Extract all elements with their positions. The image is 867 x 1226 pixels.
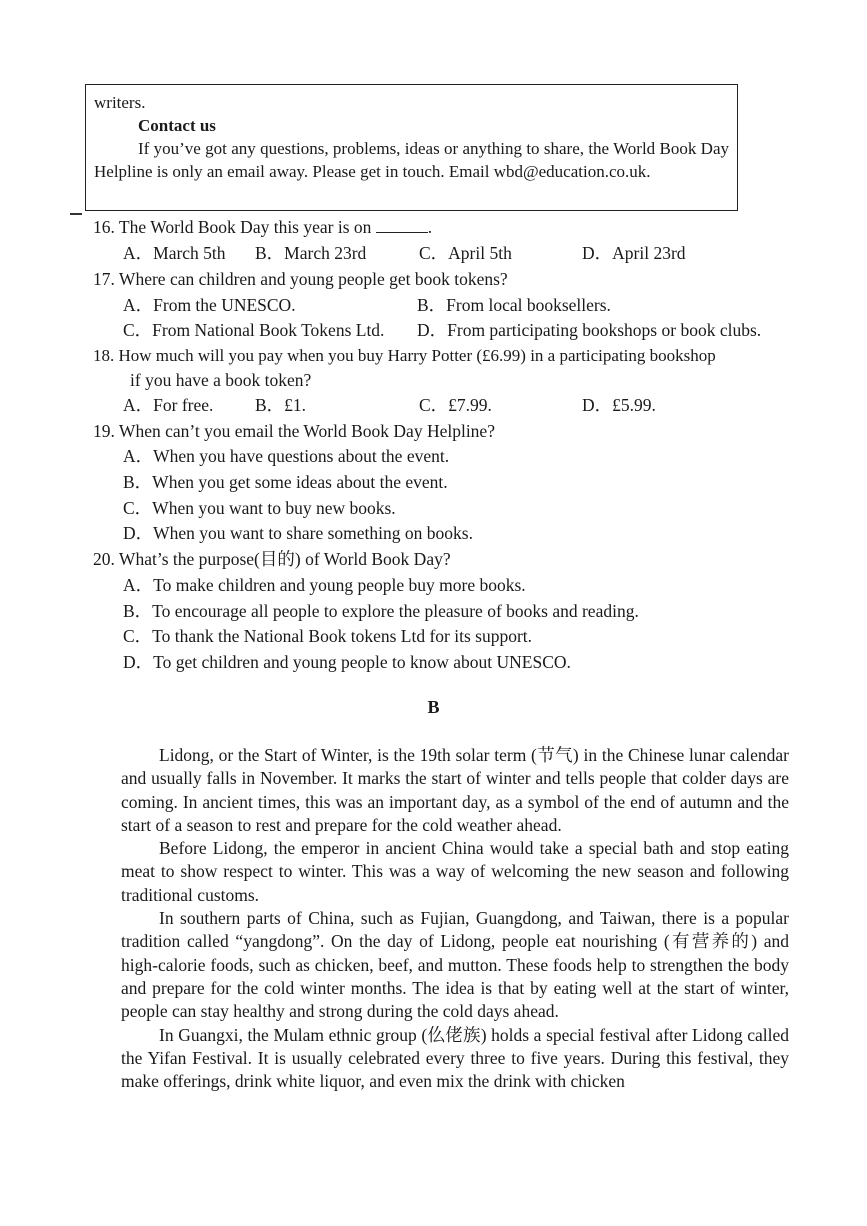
option-d: D．To get children and young people to know about UNESCO. (123, 652, 571, 672)
option-a: A．When you have questions about the event. (123, 446, 450, 466)
margin-mark (70, 213, 82, 215)
question-17: 17. Where can children and young people get book tokens? (93, 269, 508, 289)
option-a: A．March 5th (123, 243, 226, 263)
passage-b (121, 744, 789, 1093)
option-a: A．To make children and young people buy more books. (123, 575, 526, 595)
option-d: D．April 23rd (582, 243, 686, 263)
option-c: C．When you want to buy new books. (123, 498, 396, 518)
section-b-heading: B (427, 697, 440, 717)
contact-text: If you’ve got any questions, problems, ideas or anything to share, the World Book Day Helpline is only an email away. Please get in touch. Email wbd@education.co.uk. (94, 139, 729, 181)
question-19: 19. When can’t you email the World Book Day Helpline? (93, 421, 495, 441)
option-b: B．To encourage all people to explore the pleasure of books and reading. (123, 601, 639, 621)
question-20: 20. What’s the purpose(目的) of World Book Day? (93, 549, 451, 569)
option-a: A．From the UNESCO. (123, 295, 296, 315)
question-16: 16. The World Book Day this year is on . (93, 217, 433, 237)
contact-heading: Contact us (138, 116, 216, 135)
option-c: C．To thank the National Book tokens Ltd for its support. (123, 626, 533, 646)
option-a: A．For free. (123, 395, 214, 415)
option-d: D．When you want to share something on books. (123, 523, 473, 543)
option-b: B．When you get some ideas about the event. (123, 472, 448, 492)
option-b: B．£1. (255, 395, 307, 415)
passage-paragraph-3: In southern parts of China, such as Fujian, Guangdong, and Taiwan, there is a popular tradition called “yangdong”. On the day of Lidong, people eat nourishing (有营养的) and high-calorie foods, such as chicken, beef, and mutton. These foods help to strengthen the body and prepare for the cold winter months. The idea is that by eating well at the start of winter, people can stay healthy and strong during the cold days ahead. (121, 908, 789, 1022)
option-b: B．From local booksellers. (417, 295, 611, 315)
option-d: D．From participating bookshops or book clubs. (417, 320, 762, 340)
notice-box (85, 84, 738, 211)
option-c: C．From National Book Tokens Ltd. (123, 320, 385, 340)
option-d: D．£5.99. (582, 395, 656, 415)
passage-paragraph-1: Lidong, or the Start of Winter, is the 19th solar term (节气) in the Chinese lunar calendar and usually falls in November. It marks the start of winter and tells people that colder days are coming. In ancient times, this was an important day, as a symbol of the end of autumn and the start of a season to rest and prepare for the cold weather ahead. (121, 745, 789, 835)
option-c: C．£7.99. (419, 395, 492, 415)
question-18-line2: if you have a book token? (130, 370, 312, 390)
option-c: C．April 5th (419, 243, 512, 263)
passage-paragraph-4: In Guangxi, the Mulam ethnic group (仫佬族) holds a special festival after Lidong called the Yifan Festival. It is usually celebrated every three to five years. During this festival, they make offerings, drink white liquor, and even mix the drink with chicken (121, 1024, 789, 1092)
passage-paragraph-2: Before Lidong, the emperor in ancient China would take a special bath and stop eating meat to show respect to winter. This was a way of welcoming the new season and following traditional customs. (121, 838, 789, 905)
question-18: 18. How much will you pay when you buy Harry Potter (£6.99) in a participating bookshop (93, 346, 716, 365)
option-b: B．March 23rd (255, 243, 367, 263)
notice-line-writers: writers. (94, 93, 146, 112)
answer-blank (376, 216, 428, 233)
